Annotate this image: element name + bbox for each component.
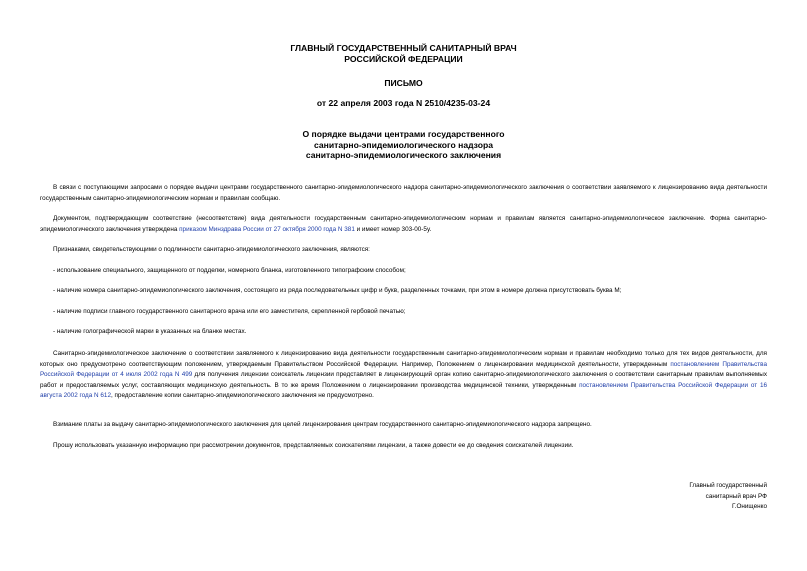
issuer-title — [0, 43, 807, 65]
issuer-line-1: ГЛАВНЫЙ ГОСУДАРСТВЕННЫЙ САНИТАРНЫЙ ВРАЧ — [290, 43, 517, 53]
document-title — [0, 129, 807, 161]
signature-block — [689, 481, 767, 513]
title-line-3: санитарно-эпидемиологического заключения — [305, 150, 502, 160]
decree-612-link[interactable]: постановлением Правительства Российской Федерации от 16 августа 2002 года N 612 — [40, 381, 767, 399]
paragraph-3: Признаками, свидетельствующими о подлинности санитарно-эпидемиологического заключения, являются: — [53, 246, 370, 253]
signature-line-2: санитарный врач РФ — [705, 492, 767, 500]
list-item-4: - наличие голографической марки в указанных на бланке местах. — [53, 328, 247, 335]
title-line-2: санитарно-эпидемиологического надзора — [314, 139, 493, 150]
order-381-link[interactable]: приказом Минздрава России от 27 октября 2000 года N 381 — [179, 225, 355, 233]
paragraph-2: Документом, подтверждающим соответствие (несоответствие) вида деятельности государственным санитарно-эпидемиологическим нормам и правилам является санитарно-эпидемиологическое заключение. Форма санитарно-эпидемиологического заключения утверждена приказом Минздрава России от 27 октября 2000 года N 381 и имеет номер 303-00-5у. — [40, 215, 767, 233]
paragraph-10: Прошу использовать указанную информацию при рассмотрении документов, представляемых соискателями лицензии, а также довести ее до сведения соискателей лицензии. — [53, 442, 574, 449]
signature-name: Г.Онищенко — [732, 503, 767, 511]
document-type: ПИСЬМО — [384, 78, 423, 88]
document-date-number: от 22 апреля 2003 года N 2510/4235-03-24 — [316, 98, 491, 108]
signature-line-1: Главный государственный — [689, 482, 767, 489]
title-line-1: О порядке выдачи центрами государственного — [302, 129, 505, 139]
list-item-3: - наличие подписи главного государственного санитарного врача или его заместителя, скрепленной гербовой печатью; — [53, 308, 406, 315]
paragraph-1: В связи с поступающими запросами о порядке выдачи центрами государственного санитарно-эпидемиологического надзора санитарно-эпидемиологического заключения о соответствии заявляемого к лицензированию вида деятельности государственным санитарно-эпидемиологическим нормам и правилам сообщаю. — [40, 184, 767, 202]
decree-499-link[interactable]: постановлением Правительства Российской Федерации от 4 июля 2002 года N 499 — [40, 360, 767, 378]
paragraph-9: Взимание платы за выдачу санитарно-эпидемиологического заключения для целей лицензирования центрам государственного санитарно-эпидемиологического надзора запрещено. — [53, 421, 592, 428]
paragraph-8: Санитарно-эпидемиологическое заключение о соответствии заявляемого к лицензированию вида деятельности государственным санитарно-эпидемиологическим нормам и правилам необходимо только для тех видов деятельности, для которых оно предусмотрено соответствующим положением, утверждаемым Правительством Российской Федерации. Например, Положением о лицензировании медицинской деятельности, утвержденным постановлением Правительства Российской Федерации от 4 июля 2002 года N 499 для получения лицензии соискатель лицензии представляет в лицензирующий орган копию санитарно-эпидемиологического заключения о соответствии санитарным правилам выполняемых работ и предоставляемых услуг, составляющих медицинскую деятельность. В то же время Положением о лицензировании производства медицинской техники, утвержденным постановлением Правительства Российской Федерации от 16 августа 2002 года N 612, предоставление копии санитарно-эпидемиологического заключения не предусмотрено. — [40, 350, 767, 399]
list-item-2: - наличие номера санитарно-эпидемиологического заключения, состоящего из ряда последовательных цифр и букв, разделенных точками, при этом в номере должна присутствовать буква М; — [53, 287, 622, 294]
issuer-line-2: РОССИЙСКОЙ ФЕДЕРАЦИИ — [344, 54, 463, 64]
list-item-1: - использование специального, защищенного от подделки, номерного бланка, изготовленного типографским способом; — [53, 267, 406, 274]
